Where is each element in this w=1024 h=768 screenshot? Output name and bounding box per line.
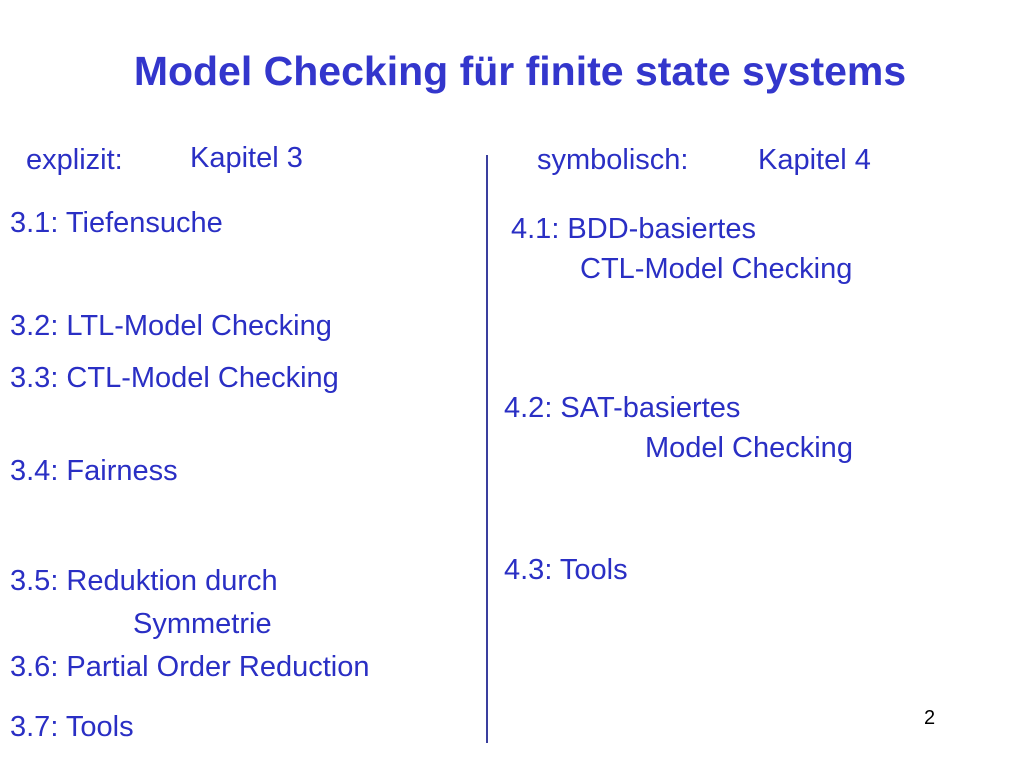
item-4-2: 4.2: SAT-basiertes: [504, 392, 741, 424]
item-3-3: 3.3: CTL-Model Checking: [10, 362, 339, 394]
chapter-3-label: Kapitel 3: [190, 142, 303, 174]
item-3-5: 3.5: Reduktion durch: [10, 565, 278, 597]
page-number: 2: [924, 707, 936, 729]
item-3-7: 3.7: Tools: [10, 711, 134, 743]
item-3-5-continuation: Symmetrie: [133, 608, 272, 640]
item-3-4: 3.4: Fairness: [10, 455, 178, 487]
item-4-2-continuation: Model Checking: [645, 432, 853, 464]
item-3-6: 3.6: Partial Order Reduction: [10, 651, 370, 683]
symbolic-label: symbolisch:: [537, 144, 689, 176]
slide-title: Model Checking für finite state systems: [133, 48, 907, 94]
column-divider: [486, 155, 488, 743]
explicit-label: explizit:: [26, 144, 123, 176]
item-3-1: 3.1: Tiefensuche: [10, 207, 223, 239]
item-4-1-continuation: CTL-Model Checking: [580, 253, 853, 285]
item-3-2: 3.2: LTL-Model Checking: [10, 310, 332, 342]
item-4-3: 4.3: Tools: [504, 554, 628, 586]
item-4-1: 4.1: BDD-basiertes: [511, 213, 756, 245]
chapter-4-label: Kapitel 4: [758, 144, 871, 176]
